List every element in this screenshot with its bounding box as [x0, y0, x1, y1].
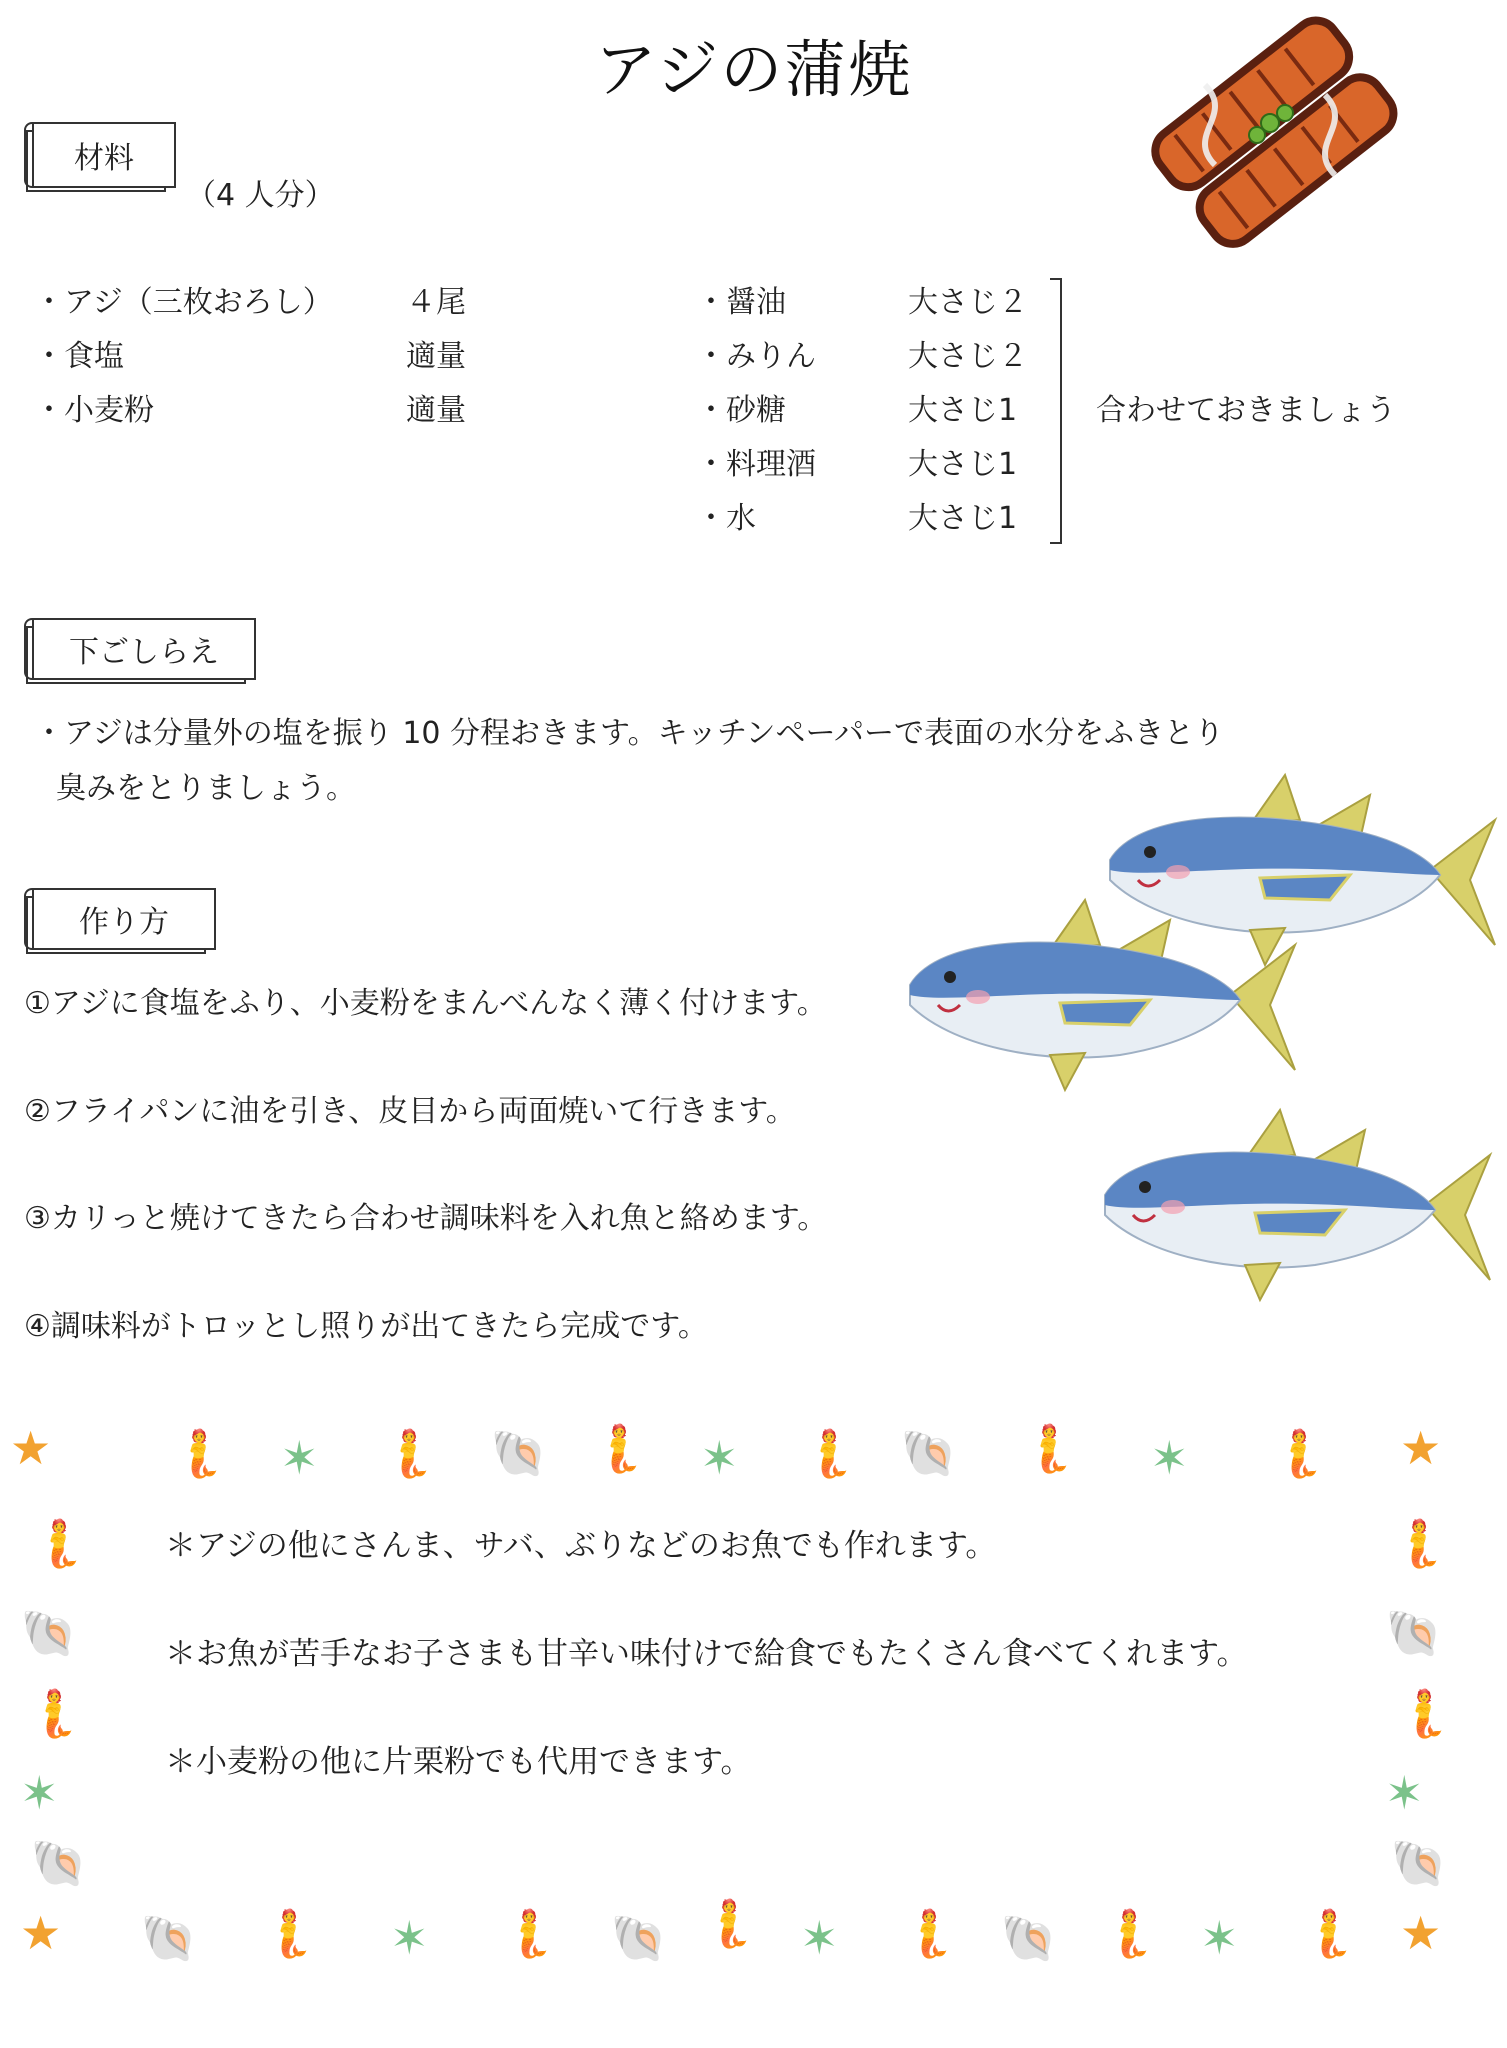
mermaid-icon: 🧜 — [380, 1426, 438, 1480]
method-step: ②フライパンに油を引き、皮目から両面焼いて行きます。 — [24, 1094, 796, 1129]
mermaid-icon: 🧜 — [900, 1906, 958, 1960]
horse-mackerel-icon — [1095, 1105, 1495, 1305]
starfish-icon: ✶ — [1385, 1766, 1424, 1820]
prep-text-line2: 臭みをとりましょう。 — [56, 771, 356, 806]
mermaid-icon: 🧜 — [1100, 1906, 1158, 1960]
mermaid-icon: 🧜 — [700, 1896, 758, 1950]
page-title: アジの蒲焼 — [594, 33, 913, 106]
shell-icon: 🐚 — [30, 1836, 88, 1890]
method-label: 作り方 — [32, 888, 216, 950]
mermaid-icon: 🧜 — [25, 1686, 83, 1740]
mermaid-icon: 🧜 — [1395, 1686, 1453, 1740]
seasoning-name: ・醤油 — [696, 285, 786, 320]
shell-icon: 🐚 — [490, 1426, 548, 1480]
decorative-frame — [0, 1420, 1470, 1980]
seasoning-name: ・料理酒 — [696, 447, 816, 482]
mermaid-icon: 🧜 — [30, 1516, 88, 1570]
seasoning-bracket — [1050, 278, 1062, 544]
shell-icon: 🐚 — [1000, 1911, 1058, 1965]
shell-icon: 🐚 — [610, 1911, 668, 1965]
horse-mackerel-icon — [900, 895, 1300, 1095]
seasoning-amount: 大さじ２ — [908, 339, 1028, 374]
prep-label: 下ごしらえ — [32, 618, 256, 680]
ingredient-amount: 適量 — [406, 393, 466, 428]
ingredient-name: ・小麦粉 — [34, 393, 154, 428]
seasoning-amount: 大さじ1 — [908, 447, 1018, 482]
seasoning-amount: 大さじ1 — [908, 501, 1018, 536]
mermaid-icon: 🧜 — [800, 1426, 858, 1480]
starfish-icon: ★ — [1400, 1906, 1442, 1960]
seasoning-name: ・水 — [696, 501, 756, 536]
shell-icon: 🐚 — [1390, 1836, 1448, 1890]
starfish-icon: ✶ — [390, 1911, 429, 1965]
starfish-icon: ✶ — [20, 1766, 59, 1820]
mermaid-icon: 🧜 — [500, 1906, 558, 1960]
starfish-icon: ✶ — [1150, 1431, 1189, 1485]
starfish-icon: ★ — [20, 1906, 62, 1960]
starfish-icon: ★ — [10, 1421, 52, 1475]
mermaid-icon: 🧜 — [1300, 1906, 1358, 1960]
mermaid-icon: 🧜 — [1270, 1426, 1328, 1480]
ingredient-name: ・食塩 — [34, 339, 124, 374]
mermaid-icon: 🧜 — [170, 1426, 228, 1480]
starfish-icon: ✶ — [280, 1431, 319, 1485]
shell-icon: 🐚 — [140, 1911, 198, 1965]
method-step: ④調味料がトロッとし照りが出てきたら完成です。 — [24, 1309, 708, 1344]
seasoning-name: ・みりん — [696, 339, 816, 374]
mermaid-icon: 🧜 — [1390, 1516, 1448, 1570]
ingredient-name: ・アジ（三枚おろし） — [34, 285, 333, 320]
method-step: ③カリっと焼けてきたら合わせ調味料を入れ魚と絡めます。 — [24, 1201, 828, 1236]
shell-icon: 🐚 — [900, 1426, 958, 1480]
shell-icon: 🐚 — [20, 1606, 78, 1660]
bracket-note: 合わせておきましょう — [1096, 393, 1396, 428]
note: ＊アジの他にさんま、サバ、ぶりなどのお魚でも作れます。 — [165, 1528, 997, 1564]
note: ＊お魚が苦手なお子さまも甘辛い味付けで給食でもたくさん食べてくれます。 — [165, 1636, 1248, 1672]
grilled-fish-dish-icon — [1145, 5, 1405, 260]
servings: （4 人分） — [186, 178, 335, 213]
starfish-icon: ★ — [1400, 1421, 1442, 1475]
ingredients-label: 材料 — [32, 122, 176, 188]
mermaid-icon: 🧜 — [260, 1906, 318, 1960]
seasoning-amount: 大さじ２ — [908, 285, 1028, 320]
ingredient-amount: 適量 — [406, 339, 466, 374]
method-step: ①アジに食塩をふり、小麦粉をまんべんなく薄く付けます。 — [24, 986, 827, 1021]
seasoning-name: ・砂糖 — [696, 393, 786, 428]
mermaid-icon: 🧜 — [1020, 1421, 1078, 1475]
starfish-icon: ✶ — [700, 1431, 739, 1485]
shell-icon: 🐚 — [1385, 1606, 1443, 1660]
ingredient-amount: ４尾 — [406, 285, 466, 320]
mermaid-icon: 🧜 — [590, 1421, 648, 1475]
seasoning-amount: 大さじ1 — [908, 393, 1018, 428]
prep-text-line1: ・アジは分量外の塩を振り 10 分程おきます。キッチンペーパーで表面の水分をふきとり — [34, 716, 1225, 751]
starfish-icon: ✶ — [800, 1911, 839, 1965]
note: ＊小麦粉の他に片栗粉でも代用できます。 — [165, 1744, 752, 1780]
starfish-icon: ✶ — [1200, 1911, 1239, 1965]
